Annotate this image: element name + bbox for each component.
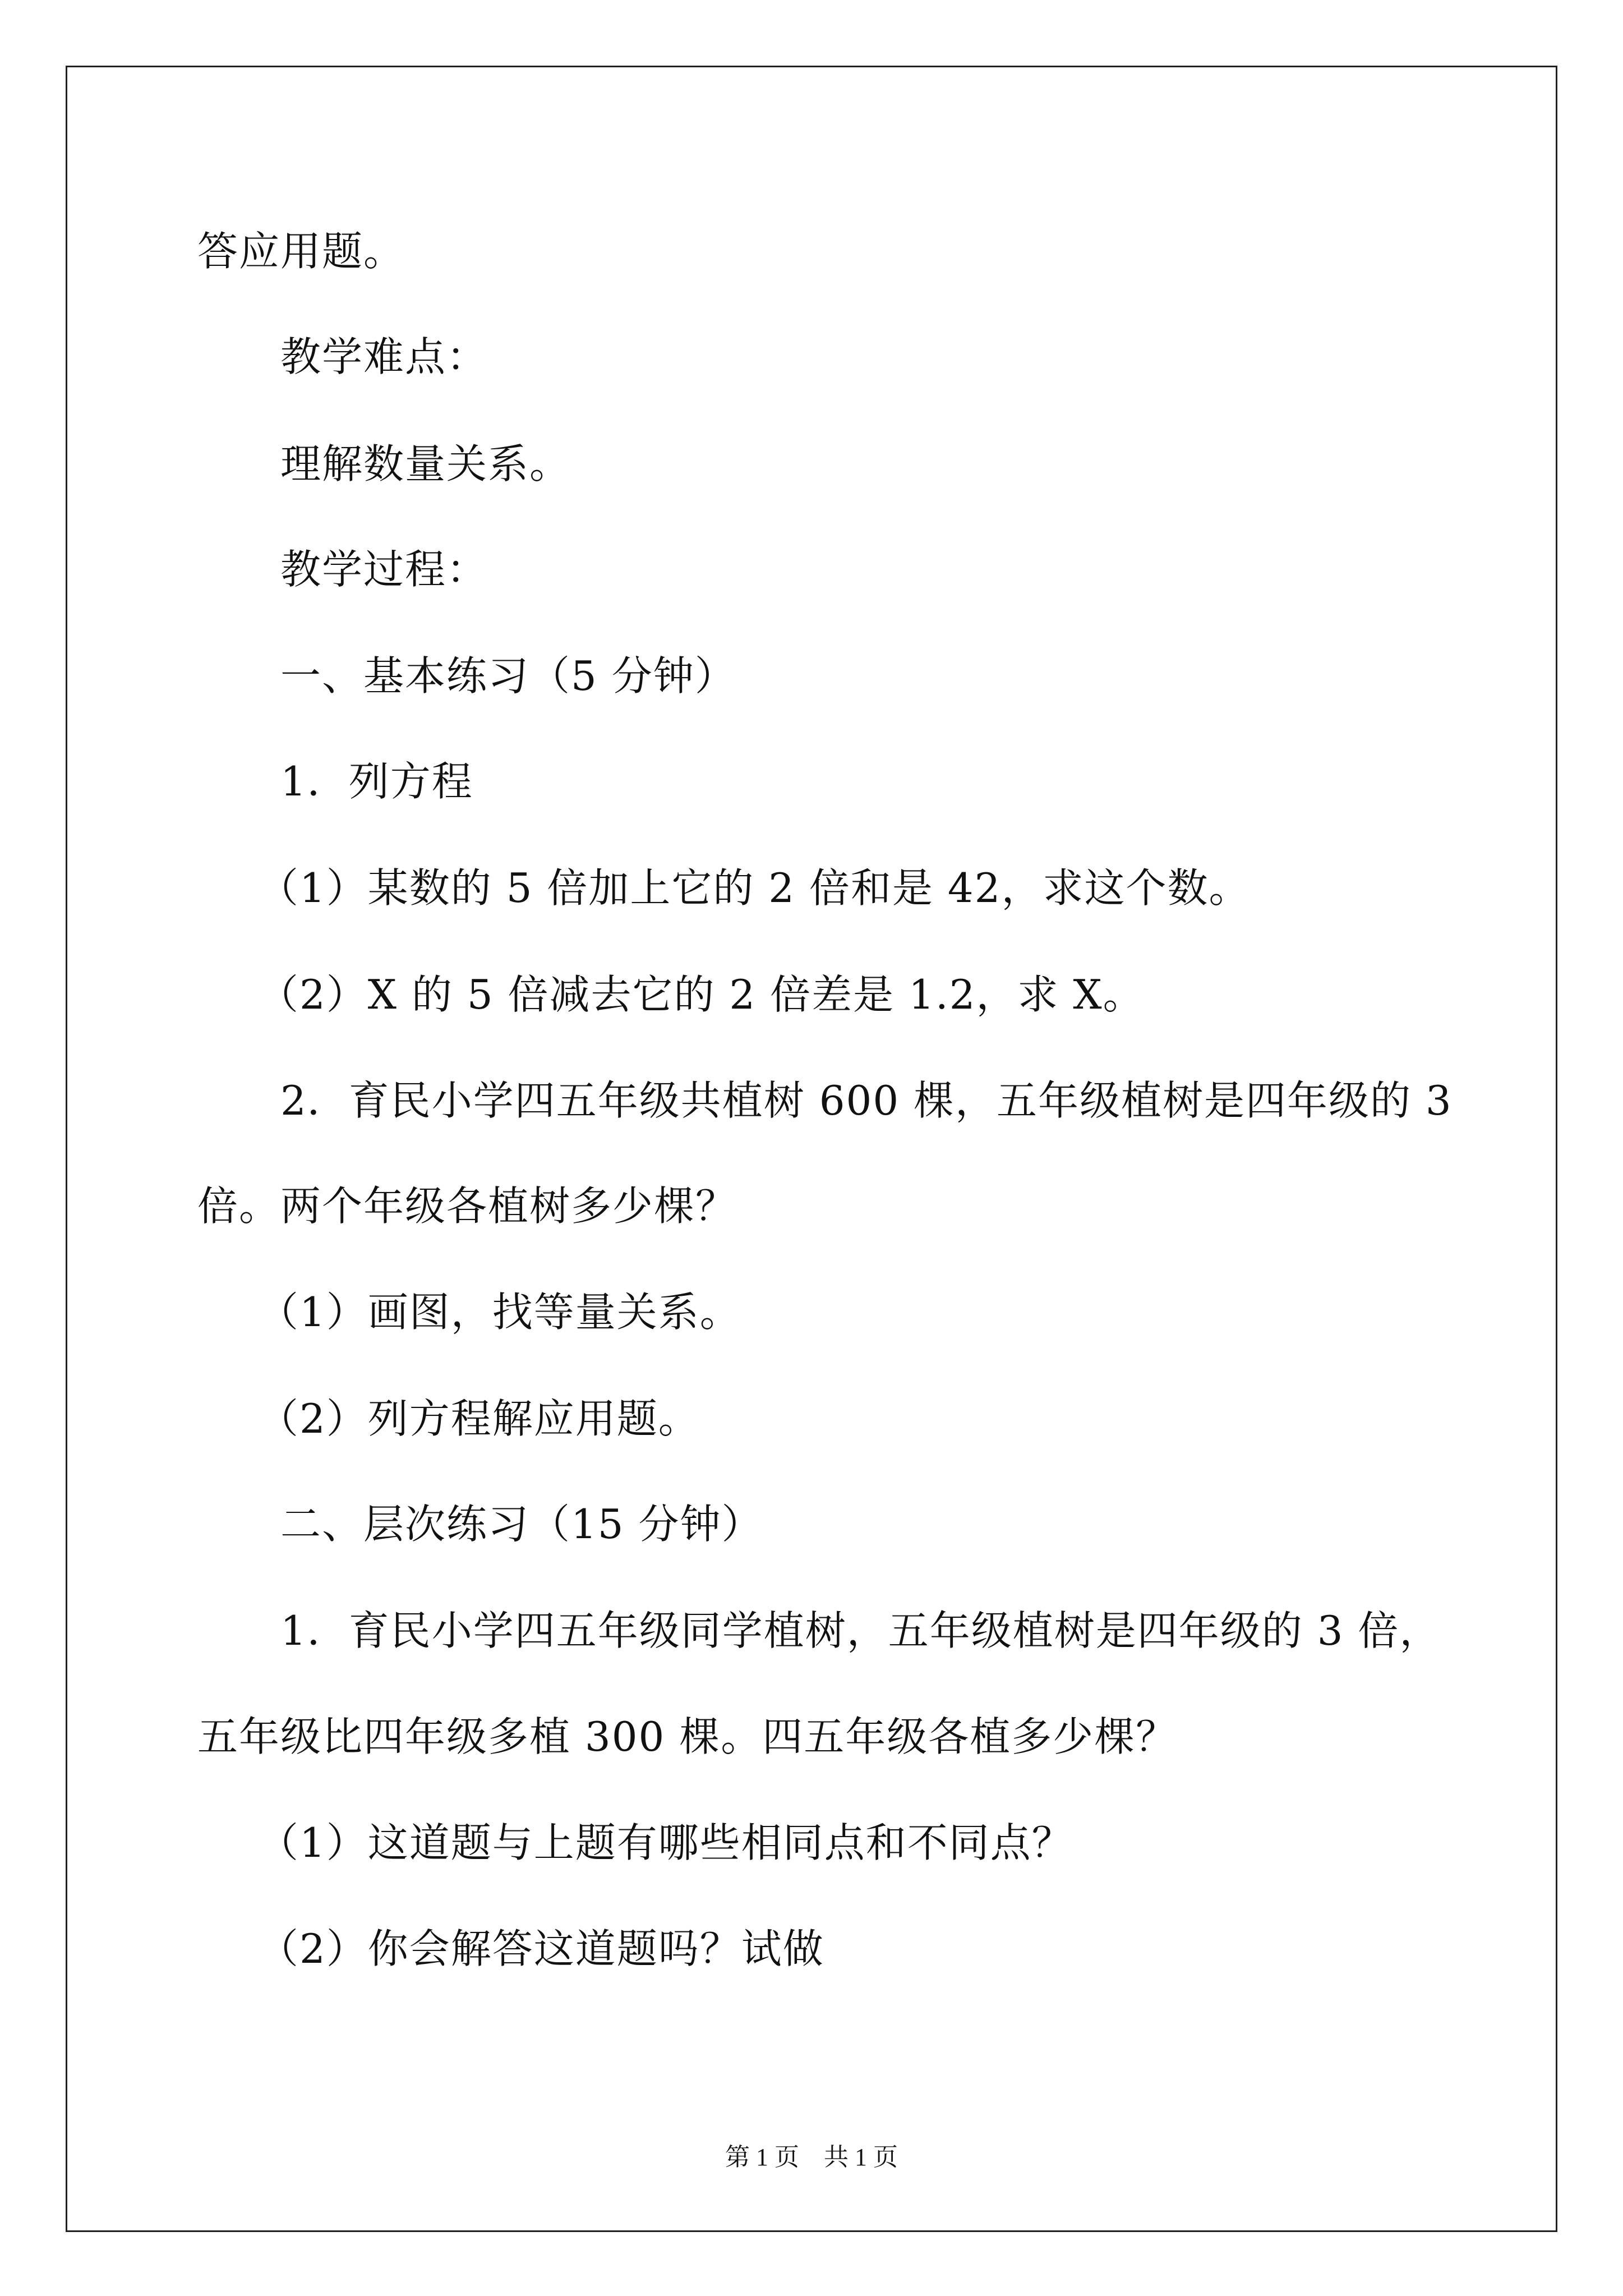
text-line-continuation: 倍。两个年级各植树多少棵？	[197, 1182, 737, 1230]
sub-list-item: （2）列方程解应用题。	[258, 1395, 700, 1442]
section-heading-basic-practice: 一、基本练习（5 分钟）	[280, 652, 736, 700]
page-border	[66, 66, 1557, 2232]
list-item: 2．育民小学四五年级共植树 600 棵，五年级植树是四年级的 3	[280, 1077, 1453, 1124]
section-heading-tiered-practice: 二、层次练习（15 分钟）	[280, 1501, 763, 1548]
sub-list-item: （2）你会解答这道题吗？试做	[258, 1925, 824, 1972]
text-line-continuation: 答应用题。	[197, 228, 405, 275]
text-line-continuation: 五年级比四年级多植 300 棵。四五年级各植多少棵？	[197, 1713, 1178, 1760]
heading-teaching-difficulty: 教学难点：	[280, 333, 488, 380]
text-line: 理解数量关系。	[280, 440, 571, 487]
sub-list-item: （1）画图，找等量关系。	[258, 1289, 741, 1336]
sub-list-item: （2）X 的 5 倍减去它的 2 倍差是 1.2，求 X。	[258, 971, 1145, 1018]
page-number-footer: 第 1 页 共 1 页	[725, 2143, 898, 2171]
sub-list-item: （1）某数的 5 倍加上它的 2 倍和是 42，求这个数。	[258, 864, 1251, 912]
list-item: 1．列方程	[280, 758, 473, 805]
sub-list-item: （1）这道题与上题有哪些相同点和不同点？	[258, 1819, 1073, 1866]
heading-teaching-process: 教学过程：	[280, 546, 488, 593]
list-item: 1．育民小学四五年级同学植树，五年级植树是四年级的 3 倍，	[280, 1607, 1441, 1654]
